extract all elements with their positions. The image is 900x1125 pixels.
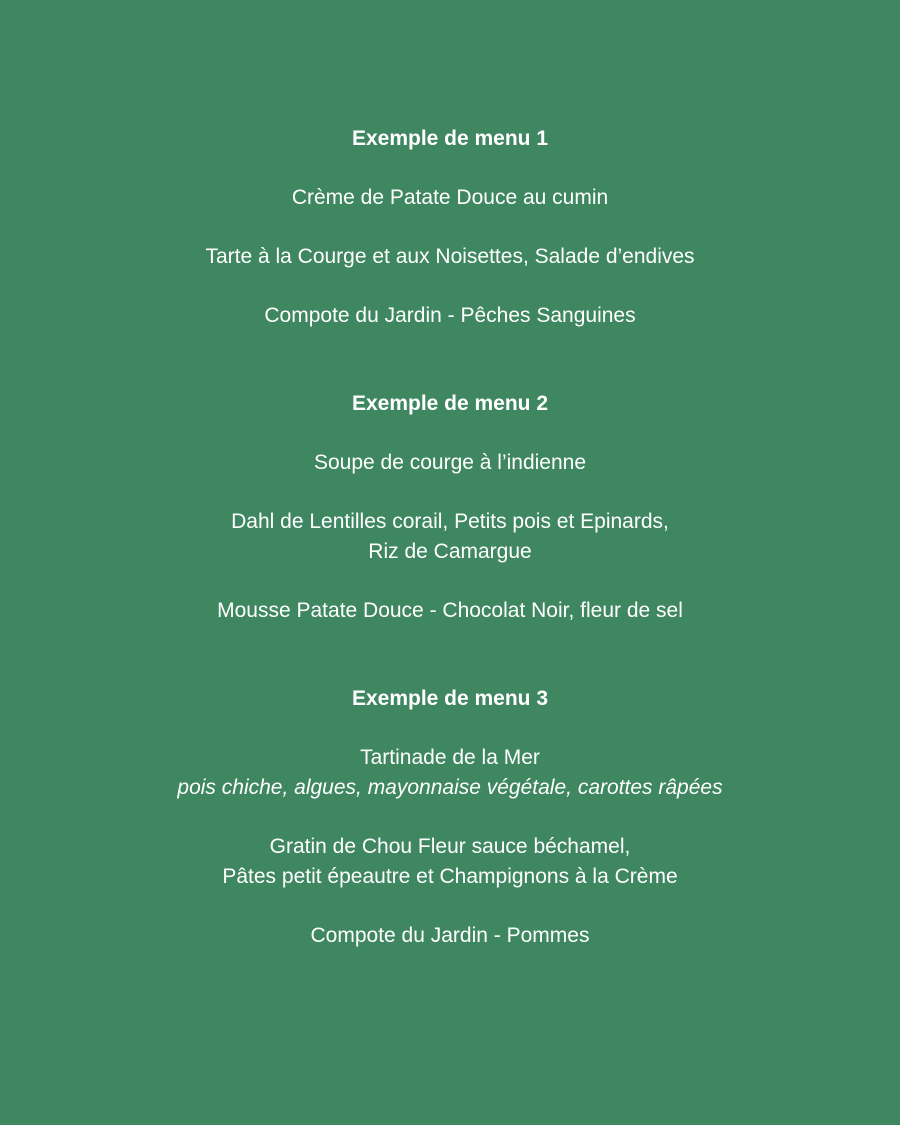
- dish-starter: [0, 448, 900, 478]
- dish-line: Tartinade de la Mer: [360, 746, 540, 769]
- dish-line: Compote du Jardin - Pommes: [310, 924, 590, 947]
- menu-section-1: [0, 124, 900, 331]
- dish-line: Tarte à la Courge et aux Noisettes, Salade d’endives: [205, 245, 695, 268]
- dish-starter: [0, 183, 900, 213]
- dish-line: Dahl de Lentilles corail, Petits pois et Epinards,: [231, 510, 669, 533]
- menu-title: Exemple de menu 1: [351, 127, 549, 150]
- dish-line: Compote du Jardin - Pêches Sanguines: [264, 304, 636, 327]
- menu-section-2: [0, 389, 900, 626]
- dish-line: Pâtes petit épeautre et Champignons à la Crème: [222, 865, 678, 888]
- dish-line: Mousse Patate Douce - Chocolat Noir, fleur de sel: [217, 599, 683, 622]
- dish-dessert: [0, 301, 900, 331]
- menu-title: Exemple de menu 2: [351, 392, 549, 415]
- dish-main: [0, 507, 900, 567]
- menu-title: Exemple de menu 3: [351, 687, 549, 710]
- dish-line: Riz de Camargue: [368, 540, 532, 563]
- dish-dessert: [0, 921, 900, 951]
- dish-description: pois chiche, algues, mayonnaise végétale, carottes râpées: [177, 776, 723, 799]
- menu-section-3: [0, 684, 900, 951]
- dish-line: Crème de Patate Douce au cumin: [291, 186, 609, 209]
- dish-line: Soupe de courge à l’indienne: [313, 451, 587, 474]
- dish-line: Gratin de Chou Fleur sauce béchamel,: [269, 835, 631, 858]
- dish-dessert: [0, 596, 900, 626]
- dish-main: [0, 242, 900, 272]
- dish-main: [0, 832, 900, 892]
- dish-starter: [0, 743, 900, 803]
